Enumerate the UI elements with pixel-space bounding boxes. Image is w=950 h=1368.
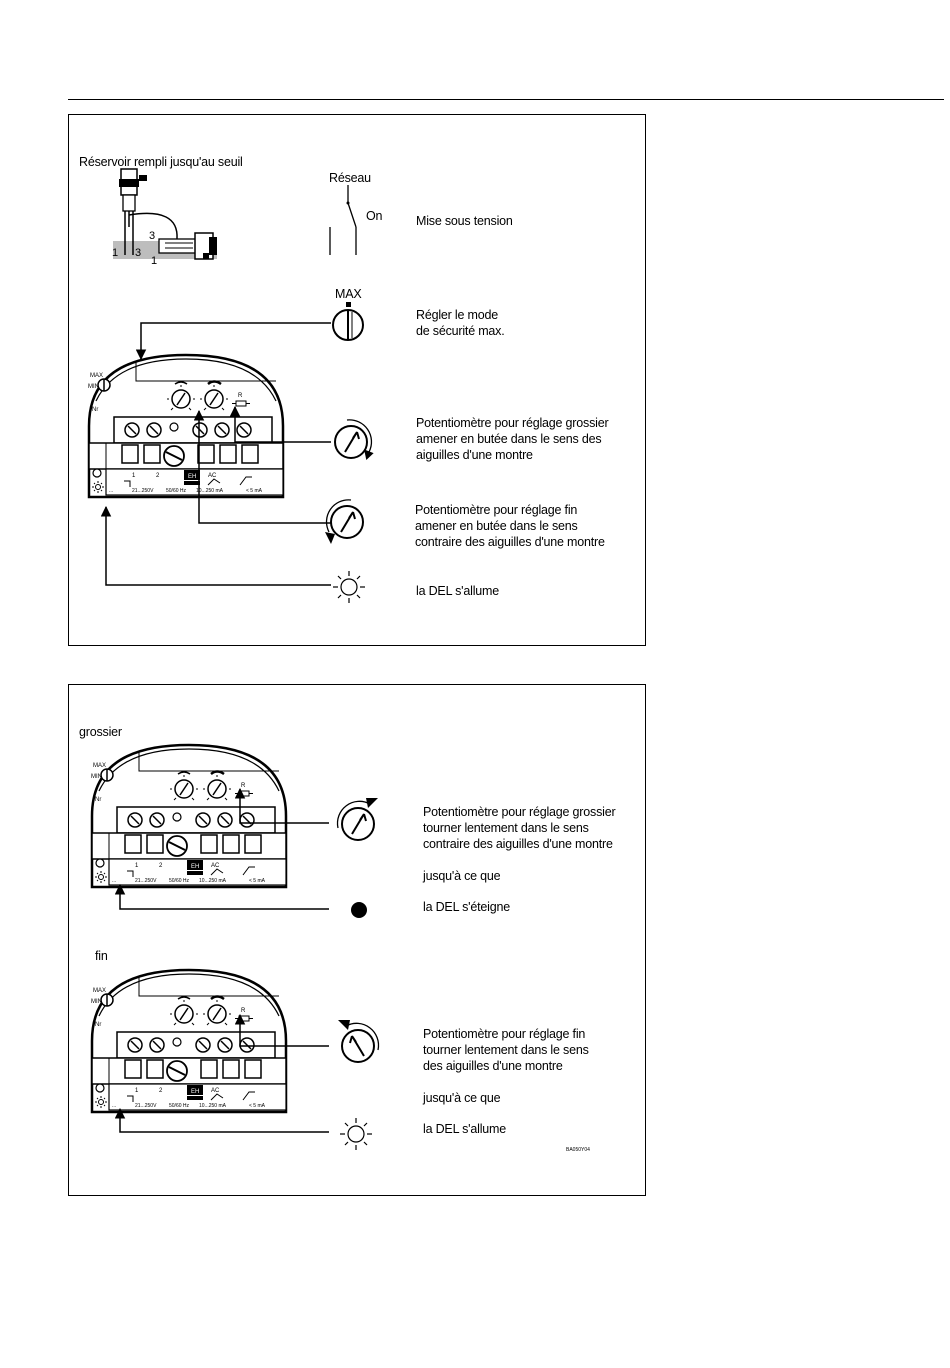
electronic-insert-coarse xyxy=(91,745,286,887)
step-led-on: la DEL s'allume xyxy=(416,584,499,598)
coarse-step-2: tourner lentement dans le sens xyxy=(423,821,589,835)
step-set-mode-2: de sécurité max. xyxy=(416,324,505,338)
setup-illustration xyxy=(69,115,645,645)
fine-potentiometer-icon xyxy=(338,1020,379,1062)
probe-terminal-1: 1 xyxy=(112,247,118,259)
coarse-step-1: Potentiomètre pour réglage grossier xyxy=(423,805,616,819)
cable-terminal-1: 1 xyxy=(151,255,157,267)
setup-panel xyxy=(68,114,646,646)
coarse-potentiometer-icon xyxy=(335,420,374,461)
fine-step-2: tourner lentement dans le sens xyxy=(423,1043,589,1057)
electronic-insert-fine xyxy=(91,970,286,1112)
fine-until: jusqu'à ce que xyxy=(423,1091,501,1105)
fine-heading: fin xyxy=(95,949,108,963)
probe-terminal-3: 3 xyxy=(135,247,141,259)
led-off-icon xyxy=(351,902,367,918)
adjustment-illustration xyxy=(69,685,645,1195)
step-fine-2: amener en butée dans le sens xyxy=(415,519,578,533)
coarse-potentiometer-icon xyxy=(337,798,378,840)
led-on-icon xyxy=(333,571,365,603)
network-label: Réseau xyxy=(329,171,371,185)
adjustment-panel xyxy=(68,684,646,1196)
step-fine-1: Potentiomètre pour réglage fin xyxy=(415,503,578,517)
coarse-until: jusqu'à ce que xyxy=(423,869,501,883)
mains-switch-diagram xyxy=(330,185,356,255)
probe-sensor-diagram xyxy=(113,169,217,259)
header-rule xyxy=(68,99,944,100)
switch-on-label: On xyxy=(366,209,383,223)
panel-heading: Réservoir rempli jusqu'au seuil xyxy=(79,155,243,169)
fine-step-1: Potentiomètre pour réglage fin xyxy=(423,1027,586,1041)
coarse-heading: grossier xyxy=(79,725,122,739)
step-coarse-1: Potentiomètre pour réglage grossier xyxy=(416,416,609,430)
fine-led-on: la DEL s'allume xyxy=(423,1122,506,1136)
step-fine-3: contraire des aiguilles d'une montre xyxy=(415,535,605,549)
cable-terminal-3: 3 xyxy=(149,230,155,242)
electronic-insert-diagram xyxy=(88,355,283,497)
fine-potentiometer-icon xyxy=(325,500,363,544)
step-set-mode-1: Régler le mode xyxy=(416,308,498,322)
figure-reference: BA050Y04 xyxy=(566,1147,590,1153)
led-on-icon xyxy=(340,1118,372,1150)
step-coarse-3: aiguilles d'une montre xyxy=(416,448,533,462)
step-power-on: Mise sous tension xyxy=(416,214,513,228)
coarse-led-off: la DEL s'éteigne xyxy=(423,900,510,914)
coarse-step-3: contraire des aiguilles d'une montre xyxy=(423,837,613,851)
safety-mode-switch-icon xyxy=(333,302,363,340)
max-mode-label: MAX xyxy=(335,287,362,301)
fine-step-3: des aiguilles d'une montre xyxy=(423,1059,563,1073)
step-coarse-2: amener en butée dans le sens des xyxy=(416,432,602,446)
